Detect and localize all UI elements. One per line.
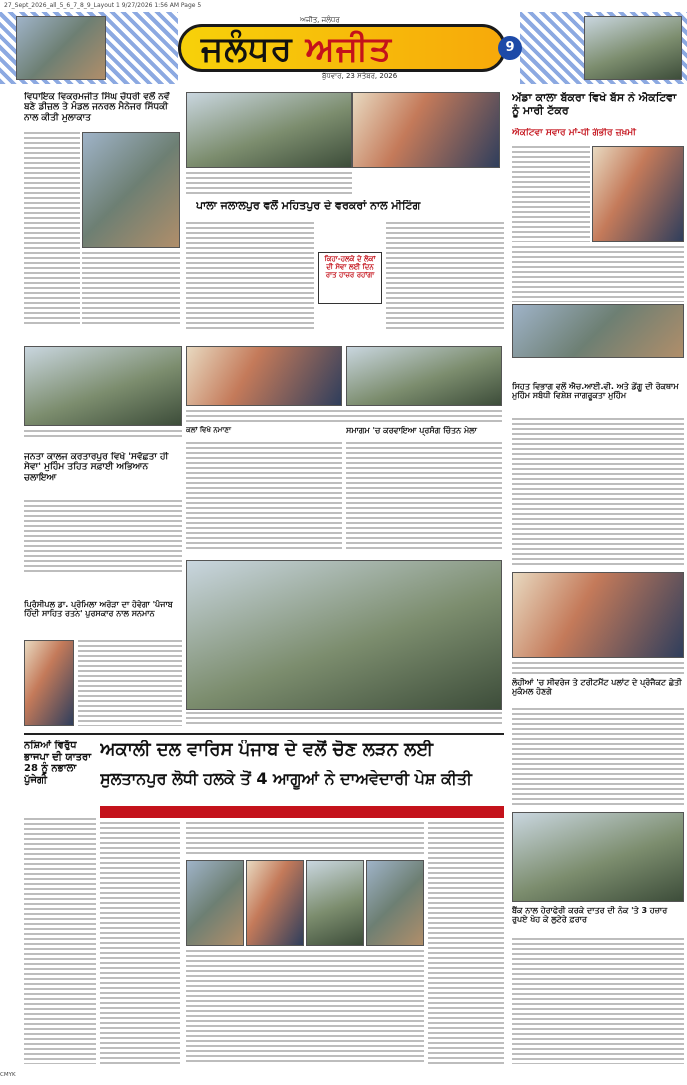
article-6-caption <box>512 662 684 674</box>
article-12-headline: ਬੈਂਕ ਨਾਲ ਹੇਰਾਫੇਰੀ ਕਰਕੇ ਦਾਤਰ ਦੀ ਨੋਕ 'ਤੇ 3 ਹਜ਼ਾਰ ਰੁਪਏ ਖੋਹ ਕੇ ਲੁਟੇਰੇ ਫ਼ਰਾਰ <box>512 906 668 925</box>
article-12-text <box>512 938 684 1064</box>
article-4-headline: ਜਨਤਾ ਕਾਲਜ ਕਰਤਾਰਪੁਰ ਵਿਖੇ 'ਸਵੱਛਤਾ ਹੀ ਸੇਵਾ' ਮੁਹਿੰਮ ਤਹਿਤ ਸਫ਼ਾਈ ਅਭਿਆਨ ਚਲਾਇਆ <box>24 452 169 483</box>
building-photo-right <box>584 16 682 80</box>
article-2-photo-2 <box>512 304 684 358</box>
masthead <box>178 24 506 72</box>
article-5-photo <box>24 640 74 726</box>
article-10-headline-1: ਅਕਾਲੀ ਦਲ ਵਾਰਿਸ ਪੰਜਾਬ ਦੇ ਵਲੋਂ ਚੋਣ ਲੜਨ ਲਈ <box>100 740 434 760</box>
article-1-headline: ਵਿਧਾਇਕ ਵਿਕਰਮਜੀਤ ਸਿੰਘ ਚੌਧਰੀ ਵਲੋਂ ਨਵੇਂ ਬਣੇ ਡੀਜ਼ਲ ਤੇ ਮੰਡਲ ਜਨਰਲ ਮੈਨੇਜਰ ਸਿੱਧਕੀ ਨਾਲ ਕੀਤੀ ਮੁਲਾਕਾਤ <box>24 92 170 123</box>
article-5-headline: ਪ੍ਰਿੰਸੀਪਲ ਡਾ. ਪ੍ਰੋਮਿਲਾ ਅਰੋੜਾ ਦਾ ਹੋਵੇਗਾ 'ਪੰਜਾਬ ਹਿੰਦੀ ਸਾਹਿਤ ਰਤਨ' ਪੁਰਸਕਾਰ ਨਾਲ ਸਨਮਾਨ <box>24 600 173 619</box>
article-10-text <box>100 822 180 1064</box>
article-1-text <box>24 132 80 326</box>
candidate-photo-4 <box>366 860 424 946</box>
article-6-headline: ਸਿਹਤ ਵਿਭਾਗ ਵਲੋਂ ਐਚ.ਆਈ.ਵੀ. ਅਤੇ ਡੇਂਗੂ ਦੀ ਰੋਕਥਾਮ ਮੁਹਿੰਮ ਸਬੰਧੀ ਵਿਸ਼ੇਸ਼ ਜਾਗਰੂਕਤਾ ਮੁਹਿੰਮ <box>512 382 679 401</box>
article-3-photo <box>186 92 352 168</box>
candidate-photo-1 <box>186 860 244 946</box>
article-10-banner <box>100 806 504 818</box>
page-slug: 27_Sept_2026_all_5_6_7_8_9_Layout 1 9/27/2026 1:56 AM Page 5 <box>4 2 202 9</box>
article-10-text-2 <box>186 822 424 856</box>
article-8-text <box>346 442 502 552</box>
center-photo-caption <box>186 712 502 726</box>
event-photo-2 <box>346 346 502 406</box>
masthead-sub: ਅਜੀਤ, ਜਲੰਧਰ <box>300 16 340 24</box>
article-8-headline: ਸਮਾਗਮ 'ਚ ਕਰਵਾਇਆ ਪ੍ਰਸੰਗ ਚਿੰਤਨ ਮੇਲਾ <box>346 426 477 435</box>
article-2-text <box>512 146 590 242</box>
candidate-photo-2 <box>246 860 304 946</box>
main-rule <box>24 733 504 735</box>
article-1-text-2 <box>82 252 180 326</box>
article-11-text <box>512 708 684 806</box>
building-photo-left <box>16 16 106 80</box>
event-captions <box>186 410 502 422</box>
article-1-photo <box>82 132 180 248</box>
footer-strip: CMYK <box>0 1072 16 1078</box>
event-photo-1 <box>186 346 342 406</box>
article-9-text <box>24 818 96 1064</box>
article-7-text <box>186 442 342 552</box>
article-4-text <box>24 500 182 574</box>
article-6-text <box>512 418 684 568</box>
article-7-headline: ਕਲਾਂ ਵਿਖੇ ਨਮਾਣਾ <box>186 426 231 434</box>
article-3-box: ਕਿਹਾ-ਹਲਕੇ ਦੇ ਲੋਕਾਂ ਦੀ ਸੇਵਾ ਲਈ ਦਿਨ ਰਾਤ ਹਾਜ਼ਰ ਰਹਾਂਗਾ <box>318 252 382 304</box>
masthead-date: ਬੁੱਧਵਾਰ, 23 ਸਤੰਬਰ, 2026 <box>322 72 398 80</box>
article-2-text-2 <box>512 246 684 302</box>
article-9-headline: ਨਸ਼ਿਆਂ ਵਿਰੁੱਧ ਭਾਜਪਾ ਦੀ ਯਾਤਰਾ 28 ਨੂੰ ਨਭਾਲਾ ਪੁੱਜੇਗੀ <box>24 740 92 786</box>
article-4-caption <box>24 430 182 440</box>
article-2-subhead: ਐਕਟਿਵਾ ਸਵਾਰ ਮਾਂ-ਧੀ ਗੰਭੀਰ ਜ਼ਖ਼ਮੀ <box>512 128 636 138</box>
article-3-text-2 <box>386 222 504 332</box>
article-11-headline: ਲੋਹੀਆਂ 'ਚ ਸੀਵਰੇਜ ਤੇ ਟਰੀਟਮੈਂਟ ਪਲਾਂਟ ਦੇ ਪ੍ਰੋਜੈਕਟ ਛੇਤੀ ਮੁਕੰਮਲ ਹੋਣਗੇ <box>512 678 682 697</box>
article-4-photo <box>24 346 182 426</box>
article-2-headline: ਅੱਡਾ ਕਾਲਾ ਬੱਕਰਾ ਵਿਖੇ ਬੱਸ ਨੇ ਐਕਟਿਵਾ ਨੂੰ ਮਾਰੀ ਟੱਕਰ <box>512 92 677 117</box>
article-10-text-4 <box>428 822 504 1064</box>
article-5-text <box>78 640 182 726</box>
article-12-photo <box>512 812 684 902</box>
center-photo <box>186 560 502 710</box>
page-number: 9 <box>498 36 522 60</box>
article-3-headline: ਪਾਲਾ ਜਲਾਲਪੁਰ ਵਲੋਂ ਮਹਿਤਪੁਰ ਦੇ ਵਰਕਰਾਂ ਨਾਲ ਮੀਟਿੰਗ <box>196 200 421 212</box>
masthead-title: ਜਲੰਧਰ ਅਜੀਤ <box>201 29 392 69</box>
article-6-photo <box>512 572 684 658</box>
article-10-headline-2: ਸੁਲਤਾਨਪੁਰ ਲੋਧੀ ਹਲਕੇ ਤੋਂ 4 ਆਗੂਆਂ ਨੇ ਦਾਅਵੇਦਾਰੀ ਪੇਸ਼ ਕੀਤੀ <box>100 770 472 788</box>
article-2-photo <box>592 146 684 242</box>
meeting-photo <box>352 92 500 168</box>
article-0-text <box>186 172 352 196</box>
candidate-photo-3 <box>306 860 364 946</box>
article-3-text <box>186 222 314 332</box>
article-10-text-3 <box>186 950 424 1064</box>
